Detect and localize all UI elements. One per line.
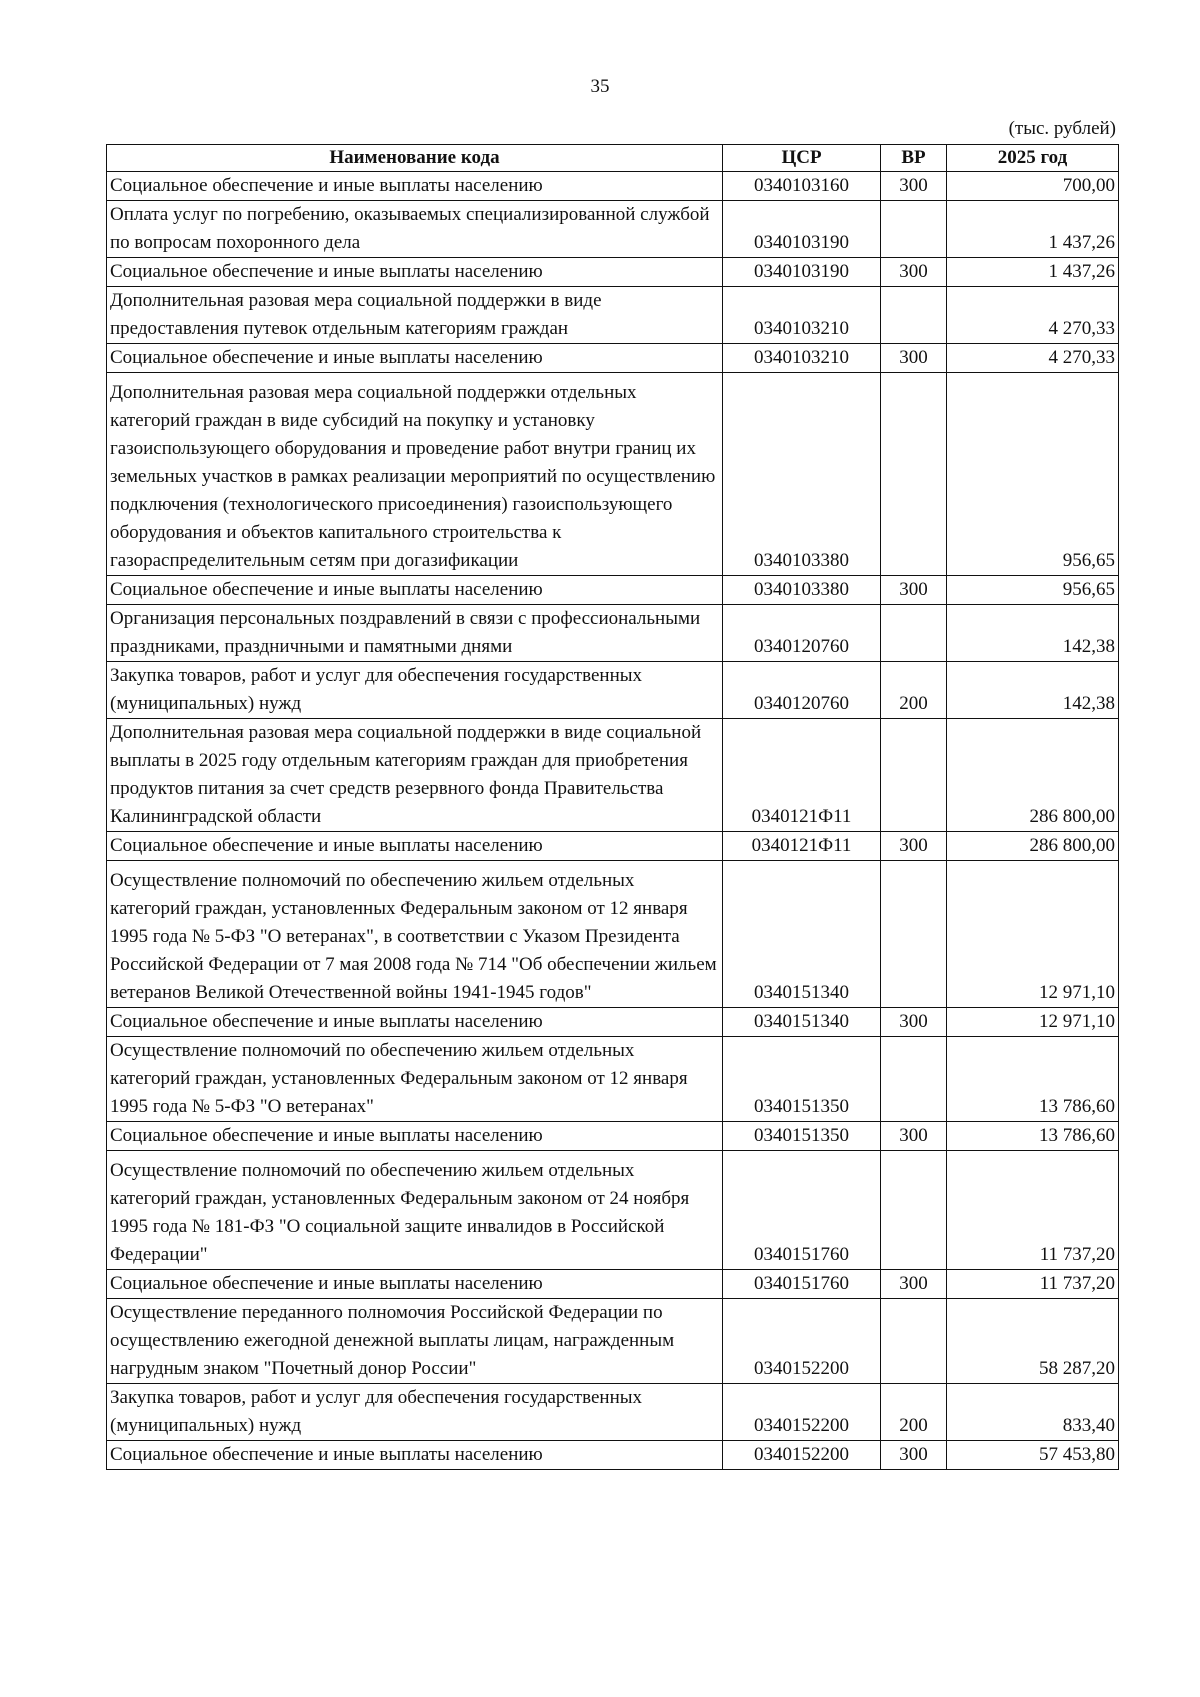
row-vr [881, 1151, 947, 1270]
row-amount: 12 971,10 [947, 1008, 1119, 1037]
table-row [107, 1299, 1119, 1384]
row-csr: 0340103210 [723, 344, 881, 373]
row-vr: 200 [881, 662, 947, 719]
row-csr: 0340121Ф11 [723, 719, 881, 832]
row-vr: 300 [881, 1270, 947, 1299]
row-amount: 1 437,26 [947, 258, 1119, 287]
row-name: Дополнительная разовая мера социальной поддержки в виде предоставления путевок отдельным категориям граждан [107, 287, 723, 344]
row-name: Социальное обеспечение и иные выплаты населению [107, 832, 723, 861]
row-vr [881, 373, 947, 576]
row-name: Организация персональных поздравлений в связи с профессиональными праздниками, праздничными и памятными днями [107, 605, 723, 662]
row-vr: 300 [881, 172, 947, 201]
table-row [107, 576, 1119, 605]
table-row [107, 344, 1119, 373]
row-name: Осуществление переданного полномочия Российской Федерации по осуществлению ежегодной денежной выплаты лицам, награжденным нагрудным знаком "Почетный донор России" [107, 1299, 723, 1384]
row-amount: 57 453,80 [947, 1441, 1119, 1470]
table-body [107, 172, 1119, 1470]
row-amount: 700,00 [947, 172, 1119, 201]
row-amount: 13 786,60 [947, 1037, 1119, 1122]
row-amount: 286 800,00 [947, 719, 1119, 832]
table-row [107, 1384, 1119, 1441]
table-row [107, 832, 1119, 861]
table-row [107, 861, 1119, 1008]
row-vr [881, 1299, 947, 1384]
row-vr: 300 [881, 258, 947, 287]
row-vr: 300 [881, 1122, 947, 1151]
row-amount: 4 270,33 [947, 344, 1119, 373]
row-csr: 0340151350 [723, 1122, 881, 1151]
row-amount: 58 287,20 [947, 1299, 1119, 1384]
row-name: Закупка товаров, работ и услуг для обеспечения государственных (муниципальных) нужд [107, 662, 723, 719]
row-amount: 12 971,10 [947, 861, 1119, 1008]
row-csr: 0340103190 [723, 258, 881, 287]
table-row [107, 662, 1119, 719]
row-amount: 11 737,20 [947, 1151, 1119, 1270]
row-name: Закупка товаров, работ и услуг для обеспечения государственных (муниципальных) нужд [107, 1384, 723, 1441]
row-name: Осуществление полномочий по обеспечению жильем отдельных категорий граждан, установленных Федеральным законом от 12 января 1995 года № 5-ФЗ "О ветеранах" [107, 1037, 723, 1122]
row-amount: 13 786,60 [947, 1122, 1119, 1151]
table-row [107, 719, 1119, 832]
table-row [107, 201, 1119, 258]
row-amount: 4 270,33 [947, 287, 1119, 344]
row-csr: 0340103190 [723, 201, 881, 258]
row-name: Социальное обеспечение и иные выплаты населению [107, 172, 723, 201]
row-amount: 286 800,00 [947, 832, 1119, 861]
header-amount: 2025 год [947, 145, 1119, 172]
row-name: Социальное обеспечение и иные выплаты населению [107, 1270, 723, 1299]
row-name: Дополнительная разовая мера социальной поддержки отдельных категорий граждан в виде субсидий на покупку и установку газоиспользующего оборудования и проведение работ внутри границ их земельных участков в рамках реализации мероприятий по осуществлению подключения (технологического присоединения) газоиспользующего оборудования и объектов капитального строительства к газораспределительным сетям при догазификации [107, 373, 723, 576]
row-csr: 0340151350 [723, 1037, 881, 1122]
row-vr [881, 287, 947, 344]
row-vr: 200 [881, 1384, 947, 1441]
row-csr: 0340120760 [723, 605, 881, 662]
row-csr: 0340103380 [723, 576, 881, 605]
row-csr: 0340103210 [723, 287, 881, 344]
row-amount: 1 437,26 [947, 201, 1119, 258]
header-csr: ЦСР [723, 145, 881, 172]
table-row [107, 1441, 1119, 1470]
row-vr [881, 605, 947, 662]
row-name: Осуществление полномочий по обеспечению жильем отдельных категорий граждан, установленных Федеральным законом от 12 января 1995 года № 5-ФЗ "О ветеранах", в соответствии с Указом Президента Российской Федерации от 7 мая 2008 года № 714 "Об обеспечении жильем ветеранов Великой Отечественной войны 1941-1945 годов" [107, 861, 723, 1008]
row-csr: 0340103380 [723, 373, 881, 576]
header-vr: ВР [881, 145, 947, 172]
row-vr [881, 1037, 947, 1122]
table-row [107, 1122, 1119, 1151]
row-name: Социальное обеспечение и иные выплаты населению [107, 1008, 723, 1037]
row-amount: 956,65 [947, 576, 1119, 605]
row-name: Социальное обеспечение и иные выплаты населению [107, 1122, 723, 1151]
table-row [107, 1151, 1119, 1270]
row-csr: 0340152200 [723, 1384, 881, 1441]
table-row [107, 605, 1119, 662]
row-name: Осуществление полномочий по обеспечению жильем отдельных категорий граждан, установленных Федеральным законом от 24 ноября 1995 года № 181-ФЗ "О социальной защите инвалидов в Российской Федерации" [107, 1151, 723, 1270]
table-row [107, 1037, 1119, 1122]
row-name: Социальное обеспечение и иные выплаты населению [107, 1441, 723, 1470]
row-vr: 300 [881, 1008, 947, 1037]
row-amount: 956,65 [947, 373, 1119, 576]
row-csr: 0340120760 [723, 662, 881, 719]
row-vr: 300 [881, 1441, 947, 1470]
row-name: Социальное обеспечение и иные выплаты населению [107, 258, 723, 287]
row-name: Социальное обеспечение и иные выплаты населению [107, 576, 723, 605]
table-row [107, 1008, 1119, 1037]
row-vr [881, 719, 947, 832]
units-label: (тыс. рублей) [1008, 118, 1116, 139]
page-number: 35 [590, 76, 610, 97]
row-amount: 142,38 [947, 605, 1119, 662]
row-amount: 833,40 [947, 1384, 1119, 1441]
row-csr: 0340151760 [723, 1270, 881, 1299]
row-name: Оплата услуг по погребению, оказываемых специализированной службой по вопросам похоронного дела [107, 201, 723, 258]
table-row [107, 287, 1119, 344]
header-name: Наименование кода [107, 145, 723, 172]
row-vr: 300 [881, 576, 947, 605]
row-csr: 0340151760 [723, 1151, 881, 1270]
table-row [107, 172, 1119, 201]
row-csr: 0340103160 [723, 172, 881, 201]
row-csr: 0340152200 [723, 1441, 881, 1470]
budget-table [106, 144, 1119, 1470]
row-amount: 142,38 [947, 662, 1119, 719]
row-csr: 0340152200 [723, 1299, 881, 1384]
row-csr: 0340151340 [723, 861, 881, 1008]
row-name: Социальное обеспечение и иные выплаты населению [107, 344, 723, 373]
row-csr: 0340121Ф11 [723, 832, 881, 861]
table-header-row [107, 145, 1119, 172]
row-vr [881, 861, 947, 1008]
table-row [107, 1270, 1119, 1299]
table-row [107, 373, 1119, 576]
row-csr: 0340151340 [723, 1008, 881, 1037]
row-vr [881, 201, 947, 258]
row-vr: 300 [881, 344, 947, 373]
row-vr: 300 [881, 832, 947, 861]
row-name: Дополнительная разовая мера социальной поддержки в виде социальной выплаты в 2025 году отдельным категориям граждан для приобретения продуктов питания за счет средств резервного фонда Правительства Калининградской области [107, 719, 723, 832]
row-amount: 11 737,20 [947, 1270, 1119, 1299]
table-row [107, 258, 1119, 287]
